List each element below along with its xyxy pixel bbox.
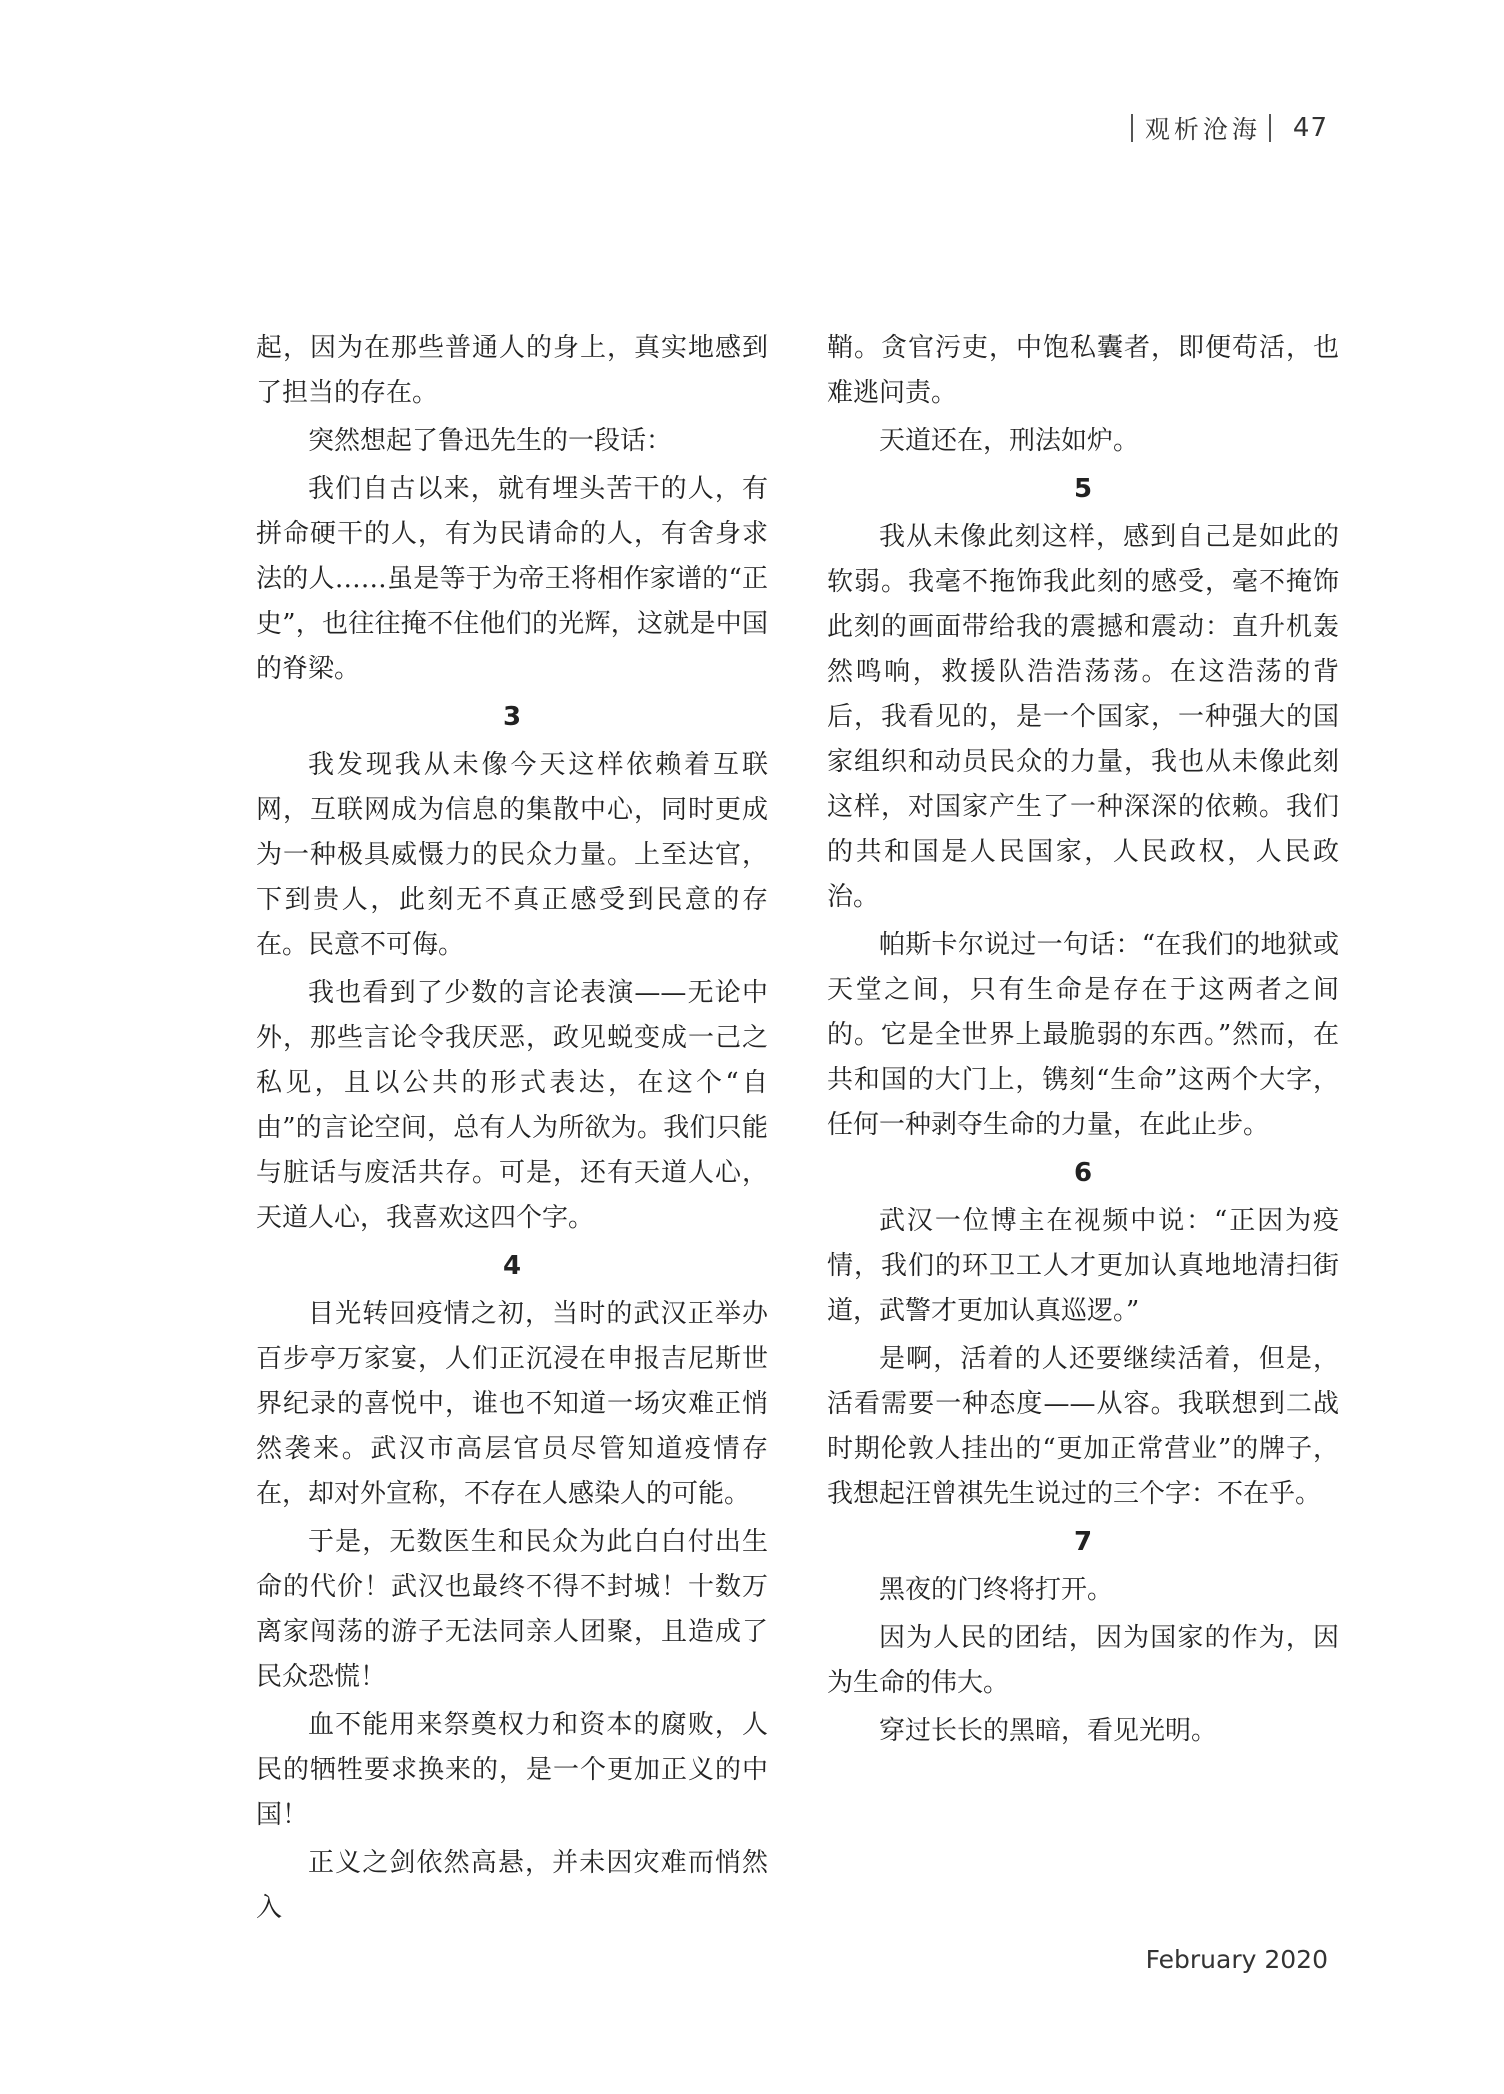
header-divider (1131, 114, 1133, 142)
paragraph: 突然想起了鲁迅先生的一段话： (308, 426, 673, 456)
left-column (256, 326, 768, 1934)
section-title: 观析沧海 (1144, 115, 1261, 144)
issue-date: February 2020 (1145, 1945, 1328, 1974)
paragraph: 血不能用来祭奠权力和资本的腐败，人民的牺牲要求换来的，是一个更加正义的中国！ (256, 1710, 768, 1830)
page-number: 47 (1292, 113, 1328, 143)
paragraph: 我也看到了少数的言论表演——无论中外，那些言论令我厌恶，政见蜕变成一己之私见，且以公共的形式表达，在这个“自由”的言论空间，总有人为所欲为。我们只能与脏话与废活共存。可是，还有天道人心，天道人心，我喜欢这四个字。 (256, 978, 768, 1233)
paragraph: 穿过长长的黑暗，看见光明。 (879, 1716, 1218, 1746)
section-number: 7 (1073, 1527, 1093, 1557)
section-number: 5 (1073, 474, 1093, 504)
section-number: 3 (502, 702, 522, 732)
paragraph: 是啊，活着的人还要继续活着，但是，活看需要一种态度——从容。我联想到二战时期伦敦人挂出的“更加正常营业”的牌子，我想起汪曾祺先生说过的三个字：不在乎。 (827, 1344, 1339, 1509)
paragraph: 帕斯卡尔说过一句话：“在我们的地狱或天堂之间，只有生命是存在于这两者之间的。它是全世界上最脆弱的东西。”然而，在共和国的大门上，镌刻“生命”这两个大字，任何一种剥夺生命的力量，在此止步。 (827, 930, 1339, 1140)
paragraph: 目光转回疫情之初，当时的武汉正举办百步亭万家宴，人们正沉浸在申报吉尼斯世界纪录的喜悦中，谁也不知道一场灾难正悄然袭来。武汉市高层官员尽管知道疫情存在，却对外宣称，不存在人感染人的可能。 (256, 1299, 768, 1509)
header-divider (1269, 114, 1271, 142)
section-number: 6 (1073, 1158, 1093, 1188)
paragraph: 因为人民的团结，因为国家的作为，因为生命的伟大。 (827, 1623, 1339, 1698)
paragraph: 武汉一位博主在视频中说：“正因为疫情，我们的环卫工人才更加认真地地清扫街道，武警才更加认真巡逻。” (827, 1206, 1339, 1326)
paragraph: 于是，无数医生和民众为此白白付出生命的代价！武汉也最终不得不封城！十数万离家闯荡的游子无法同亲人团聚，且造成了民众恐慌！ (256, 1527, 768, 1692)
paragraph: 天道还在，刑法如炉。 (879, 426, 1140, 456)
section-number: 4 (502, 1251, 522, 1281)
paragraph: 我发现我从未像今天这样依赖着互联网，互联网成为信息的集散中心，同时更成为一种极具威慑力的民众力量。上至达官，下到贵人，此刻无不真正感受到民意的存在。民意不可侮。 (256, 750, 768, 960)
paragraph: 起，因为在那些普通人的身上，真实地感到了担当的存在。 (256, 333, 768, 408)
paragraph: 黑夜的门终将打开。 (879, 1575, 1114, 1605)
paragraph: 正义之剑依然高悬，并未因灾难而悄然入 (256, 1848, 768, 1923)
paragraph: 我们自古以来，就有埋头苦干的人，有拼命硬干的人，有为民请命的人，有舍身求法的人……虽是等于为帝王将相作家谱的“正史”，也往往掩不住他们的光辉，这就是中国的脊梁。 (256, 474, 768, 684)
paragraph: 我从未像此刻这样，感到自己是如此的软弱。我毫不拖饰我此刻的感受，毫不掩饰此刻的画面带给我的震撼和震动：直升机轰然鸣响，救援队浩浩荡荡。在这浩荡的背后，我看见的，是一个国家，一种强大的国家组织和动员民众的力量，我也从未像此刻这样，对国家产生了一种深深的依赖。我们的共和国是人民国家，人民政权，人民政治。 (827, 522, 1339, 912)
right-column (827, 326, 1339, 1757)
paragraph: 鞘。贪官污吏，中饱私囊者，即便苟活，也难逃问责。 (827, 333, 1339, 408)
running-header (1131, 110, 1328, 146)
